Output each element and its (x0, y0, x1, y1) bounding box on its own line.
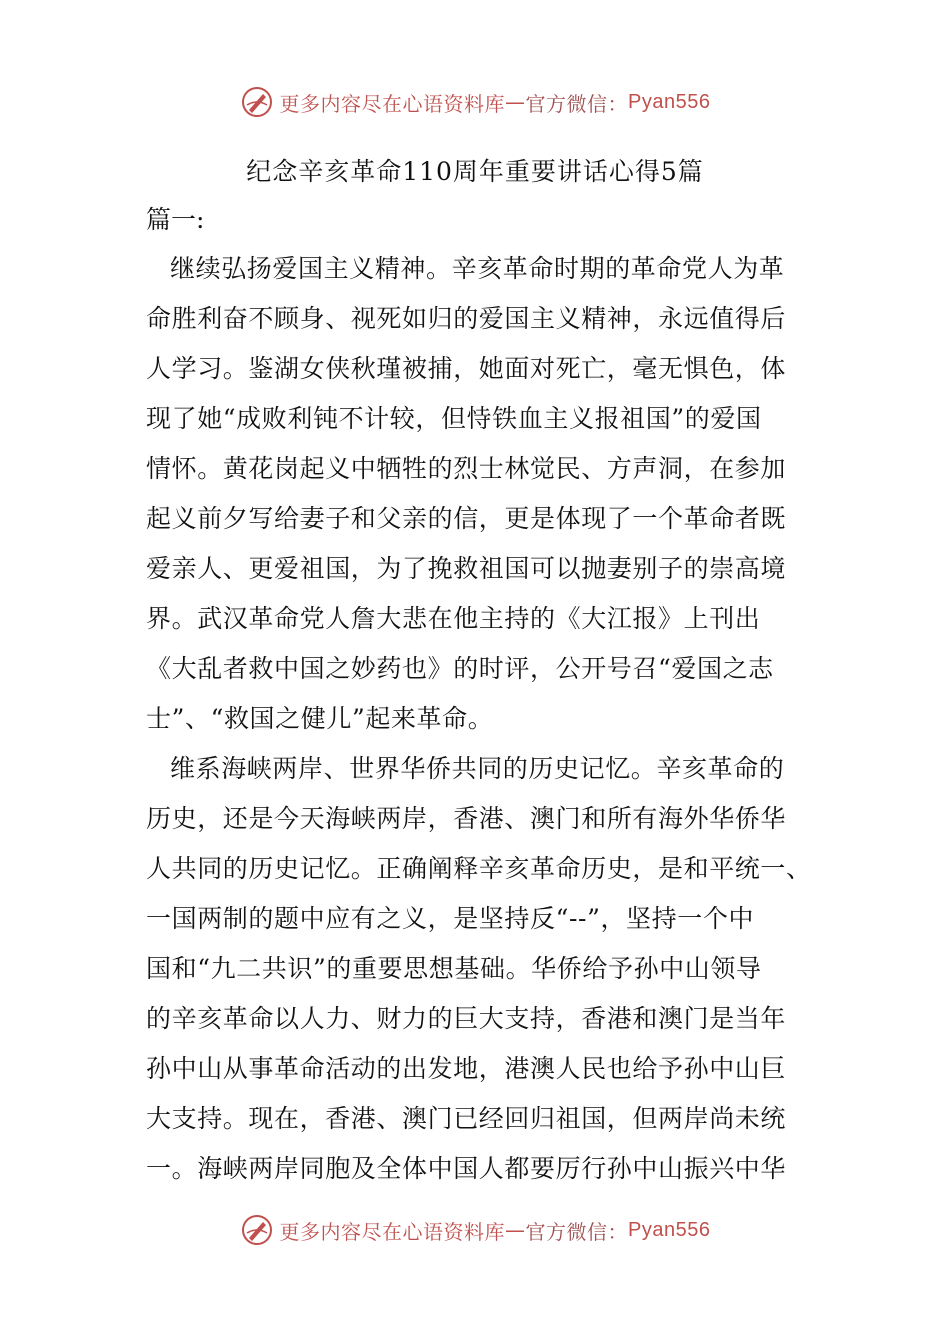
banner-dash: — (505, 1218, 526, 1242)
banner-official-label: 官方微信： (525, 1219, 629, 1244)
banner-text: 更多内容尽在心语资料库 (279, 1219, 506, 1244)
banner-text: 更多内容尽在心语资料库 (279, 91, 506, 116)
footer-watermark-banner (0, 1208, 950, 1252)
body-text (146, 244, 812, 1194)
pen-logo-icon (240, 85, 274, 119)
text-line: 大支持。现在，香港、澳门已经回归祖国，但两岸尚未统 (146, 1104, 787, 1133)
text-line: 情怀。黄花岗起义中牺牲的烈士林觉民、方声洞，在参加 (146, 454, 787, 483)
text-line: 继续弘扬爱国主义精神。辛亥革命时期的革命党人为革 (170, 254, 785, 283)
banner-official-label: 官方微信： (525, 91, 629, 116)
text-line: 现了她“成败利钝不计较，但恃铁血主义报祖国”的爱国 (146, 404, 762, 433)
text-line: 界。武汉革命党人詹大悲在他主持的《大江报》上刊出 (146, 604, 761, 633)
header-watermark-banner (0, 80, 950, 124)
text-line: 士”、“救国之健儿”起来革命。 (146, 704, 494, 733)
banner-dash: — (505, 90, 526, 114)
banner-wechat-id: Pyan556 (628, 1218, 711, 1241)
text-line: 历史，还是今天海峡两岸，香港、澳门和所有海外华侨华 (146, 804, 787, 833)
pen-logo-icon (240, 1213, 274, 1247)
text-line: 孙中山从事革命活动的出发地，港澳人民也给予孙中山巨 (146, 1054, 787, 1083)
text-line: 起义前夕写给妻子和父亲的信，更是体现了一个革命者既 (146, 504, 787, 533)
text-line: 一国两制的题中应有之义，是坚持反“--”，坚持一个中 (146, 904, 755, 933)
text-line: 国和“九二共识”的重要思想基础。华侨给予孙中山领导 (146, 954, 762, 983)
text-line: 人共同的历史记忆。正确阐释辛亥革命历史，是和平统一、 (146, 854, 812, 883)
text-line: 《大乱者救中国之妙药也》的时评，公开号召“爱国之志 (146, 654, 774, 683)
section-label: 篇一: (146, 205, 205, 234)
text-line: 爱亲人、更爱祖国，为了挽救祖国可以抛妻别子的崇高境 (146, 554, 787, 583)
text-line: 人学习。鉴湖女侠秋瑾被捕，她面对死亡，毫无惧色，体 (146, 354, 787, 383)
text-line: 命胜利奋不顾身、视死如归的爱国主义精神，永远值得后 (146, 304, 787, 333)
banner-wechat-id: Pyan556 (628, 90, 711, 113)
text-line: 维系海峡两岸、世界华侨共同的历史记忆。辛亥革命的 (170, 754, 785, 783)
text-line: 一。海峡两岸同胞及全体中国人都要厉行孙中山振兴中华 (146, 1154, 787, 1183)
text-line: 的辛亥革命以人力、财力的巨大支持，香港和澳门是当年 (146, 1004, 787, 1033)
document-title: 纪念辛亥革命110周年重要讲话心得5篇 (246, 157, 704, 186)
